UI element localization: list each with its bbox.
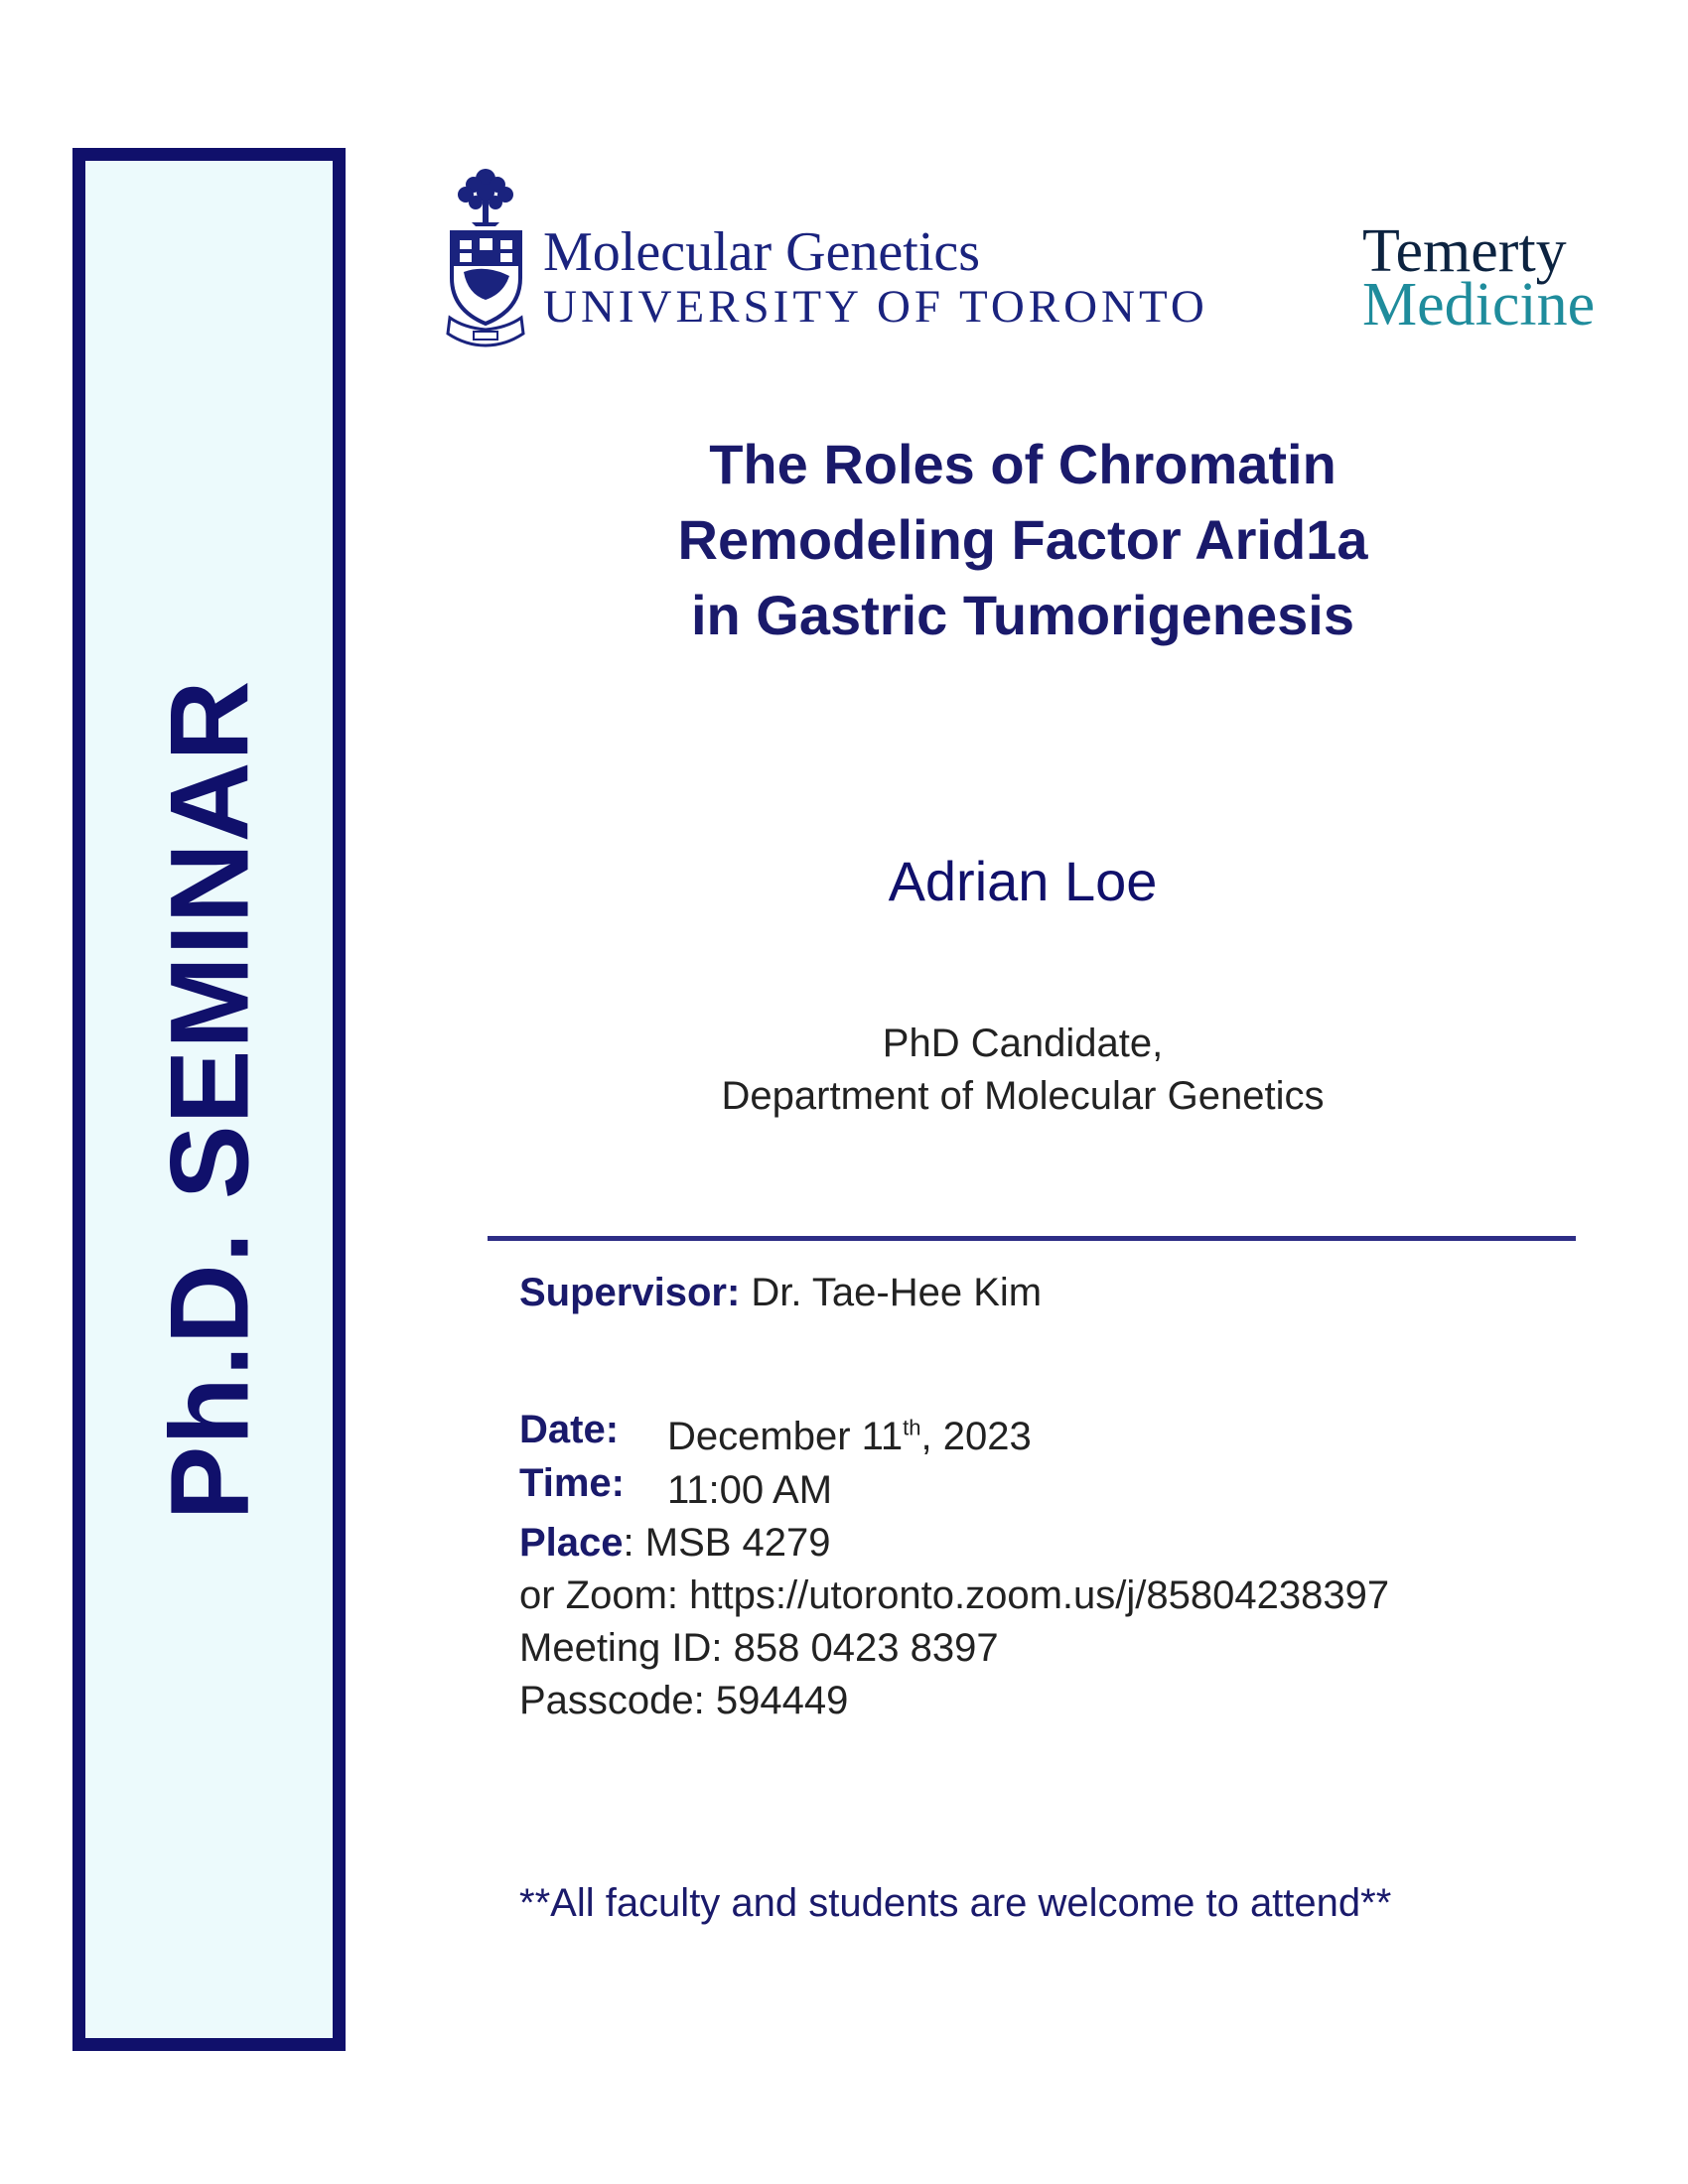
- section-divider: [488, 1236, 1576, 1241]
- place-row: [519, 1521, 831, 1566]
- welcome-note: **All faculty and students are welcome to attend**: [519, 1881, 1392, 1925]
- passcode: Passcode: 594449: [519, 1679, 849, 1722]
- supervisor-label: Supervisor:: [519, 1271, 741, 1314]
- time-row: [519, 1461, 625, 1506]
- time-value: 11:00 AM: [667, 1468, 833, 1512]
- university-name: UNIVERSITY OF TORONTO: [543, 281, 1208, 333]
- side-banner: [72, 148, 346, 2051]
- zoom-link[interactable]: or Zoom: https://utoronto.zoom.us/j/85804238397: [519, 1573, 1390, 1617]
- time-label: Time:: [519, 1461, 625, 1505]
- faculty-logo-line1: Temerty: [1362, 217, 1567, 285]
- speaker-role: [526, 1018, 1519, 1123]
- seminar-title: [526, 427, 1519, 653]
- faculty-logo-line2: Medicine: [1362, 271, 1596, 339]
- seminar-title-line2: Remodeling Factor Arid1a: [677, 508, 1368, 571]
- date-day: December 11: [667, 1415, 904, 1458]
- date-year: , 2023: [920, 1415, 1032, 1458]
- university-crest-icon: [444, 161, 528, 349]
- banner-title: Ph.D. SEMINAR: [147, 679, 271, 1520]
- speaker-role-line2: Department of Molecular Genetics: [721, 1074, 1325, 1118]
- date-suffix: th: [903, 1415, 921, 1440]
- supervisor-value: Dr. Tae-Hee Kim: [751, 1271, 1043, 1314]
- seminar-title-line1: The Roles of Chromatin: [709, 433, 1336, 495]
- speaker-role-line1: PhD Candidate,: [882, 1022, 1164, 1065]
- seminar-title-line3: in Gastric Tumorigenesis: [690, 584, 1355, 646]
- supervisor-row: [519, 1271, 1042, 1315]
- meeting-id: Meeting ID: 858 0423 8397: [519, 1626, 999, 1670]
- place-value: : MSB 4279: [623, 1521, 831, 1565]
- speaker-name: Adrian Loe: [888, 850, 1158, 912]
- date-value: [667, 1415, 1032, 1459]
- date-label: Date:: [519, 1408, 620, 1451]
- place-label: Place: [519, 1521, 624, 1565]
- department-name: Molecular Genetics: [543, 221, 981, 283]
- date-row: [519, 1408, 619, 1452]
